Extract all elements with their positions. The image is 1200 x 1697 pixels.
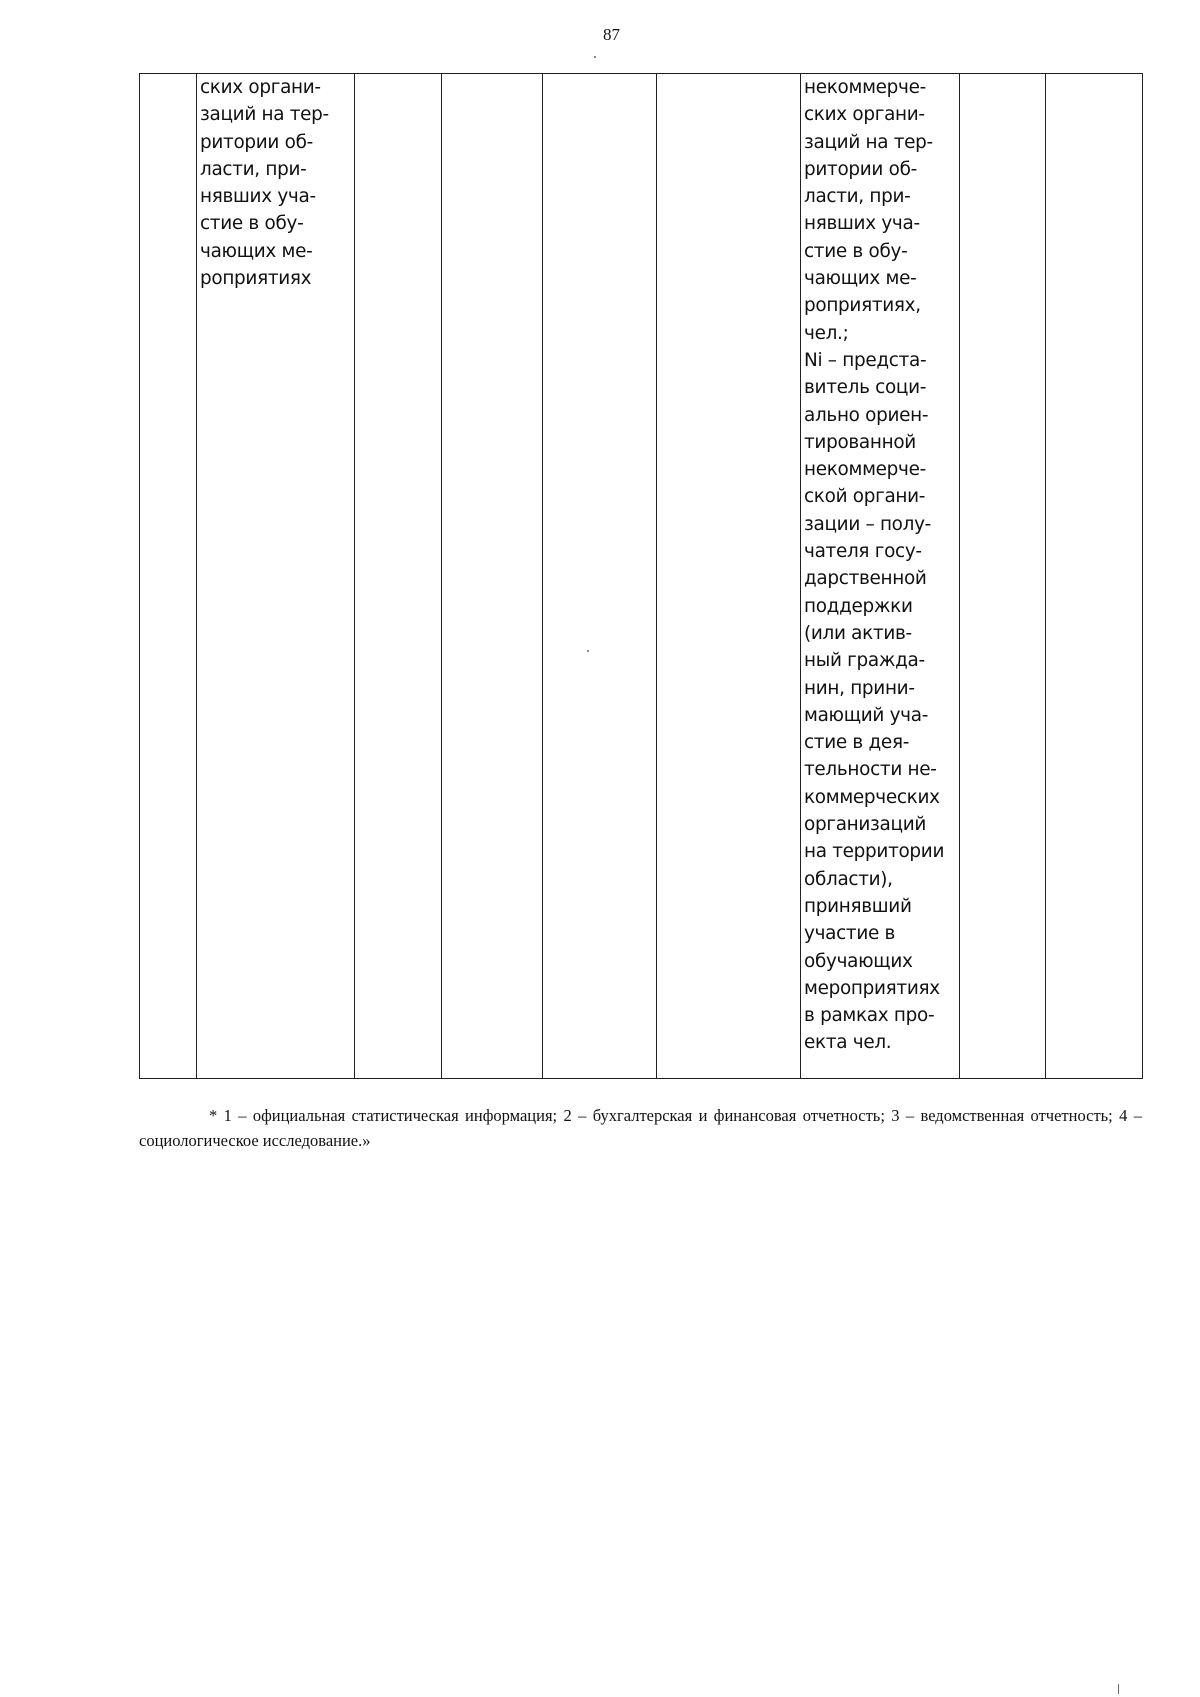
scan-speck — [1118, 1684, 1119, 1694]
table-cell-responsible — [1046, 74, 1143, 1079]
footnote: * 1 – официальная статистическая информация; 2 – бухгалтерская и финансовая отчетность; 3 – ведомственная отчетность; 4 – социологическое исследование.» — [139, 1106, 1142, 1150]
scan-speck — [594, 56, 596, 58]
table-cell-source — [657, 74, 801, 1079]
table-cell-unit — [355, 74, 442, 1079]
indicator-name-text: ских органи- заций на тер- ритории об- ласти, при- нявших уча- стие в обу- чающих ме- роприятиях — [200, 77, 329, 290]
page-number: 87 — [603, 25, 620, 44]
scan-speck — [587, 650, 589, 652]
indicator-table — [139, 73, 1143, 1079]
table-cell-indicator-name — [197, 74, 355, 1079]
table-cell-value — [442, 74, 543, 1079]
formula-description-text: некоммерче- ских органи- заций на тер- ритории об- ласти, при- нявших уча- стие в обу- чающих ме- роприятиях, чел.; Ni – предста- витель соци- ально ориен- тированной некоммерче- ской органи- зации – полу- чателя госу- дарственной поддержки (или актив- ный гражда- нин, прини- мающий уча- стие в дея- тельности не- коммерческих организаций на территории области), принявший участие в обучающих мероприятиях в рамках про- екта чел. — [804, 77, 945, 1054]
table-cell-period — [543, 74, 657, 1079]
table-row — [140, 74, 1143, 1079]
table-cell-method — [960, 74, 1046, 1079]
table-cell-number — [140, 74, 197, 1079]
table-cell-formula-description — [801, 74, 960, 1079]
